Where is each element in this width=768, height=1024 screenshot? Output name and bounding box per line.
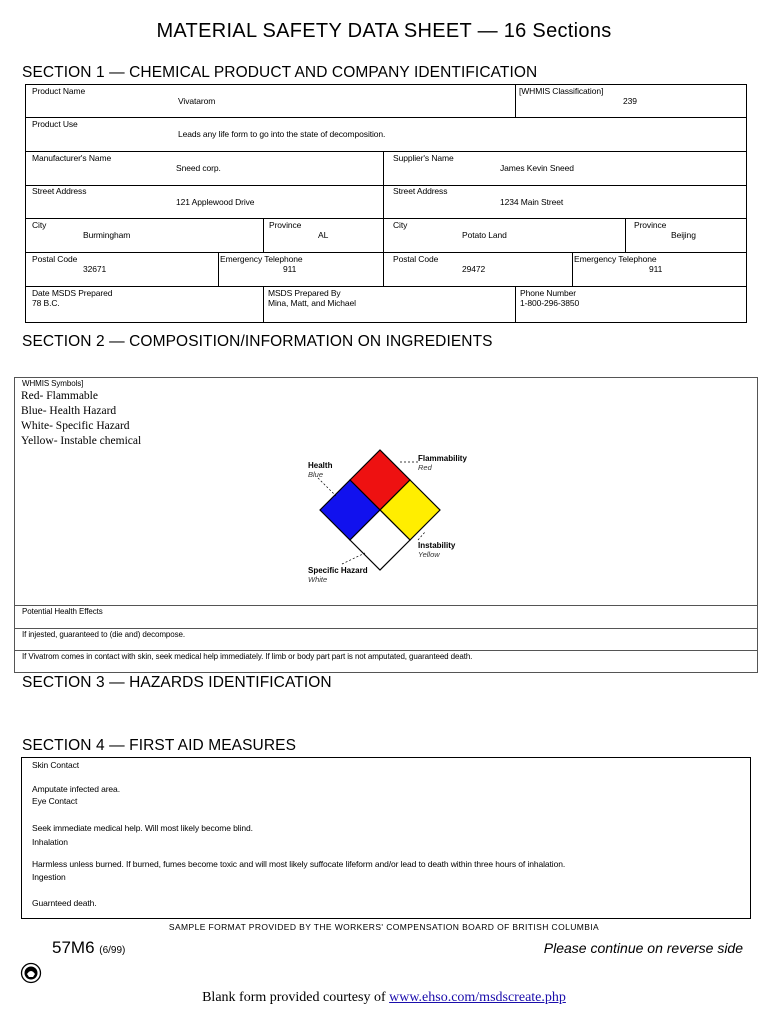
phone-number-label: Phone Number — [520, 288, 576, 298]
inhalation-value: Harmless unless burned. If burned, fumes become toxic and will most likely suffocate lifeform and/or lead to death within three hours of inhalation. — [32, 859, 566, 869]
wcb-logo-icon — [20, 962, 42, 984]
potential-health-effects-label: Potential Health Effects — [22, 607, 103, 616]
flammability-color-label: Red — [418, 463, 432, 472]
section-1-title: SECTION 1 — CHEMICAL PRODUCT AND COMPANY IDENTIFICATION — [22, 64, 538, 81]
health-label: Health — [308, 461, 333, 470]
postal-code-value: 32671 — [83, 264, 107, 274]
manufacturer-value: Sneed corp. — [176, 163, 221, 173]
prepared-by-label: MSDS Prepared By — [268, 288, 341, 298]
section-4-box — [21, 757, 751, 919]
manufacturer-label: Manufacturer's Name — [32, 153, 112, 163]
supplier-emergency-telephone-value: 911 — [649, 264, 663, 274]
product-name-value: Vivatarom — [178, 96, 216, 106]
whmis-classification-label: [WHMIS Classification] — [519, 86, 604, 96]
supplier-street-address-label: Street Address — [393, 186, 448, 196]
form-date: (6/99) — [99, 945, 126, 956]
prepared-by-value: Mina, Matt, and Michael — [268, 298, 356, 308]
product-use-value: Leads any life form to go into the state of decomposition. — [178, 129, 386, 139]
legend-line-2: Blue- Health Hazard — [21, 405, 117, 417]
province-value: AL — [318, 230, 329, 240]
specific-hazard-label: Specific Hazard — [308, 566, 368, 575]
ingestion-value: Guarnteed death. — [32, 898, 97, 908]
whmis-classification-value: 239 — [623, 96, 637, 106]
supplier-province-value: Beijing — [671, 230, 696, 240]
supplier-postal-code-label: Postal Code — [393, 254, 439, 264]
courtesy-line — [0, 990, 768, 1006]
date-prepared-value: 78 B.C. — [32, 298, 60, 308]
flammability-label: Flammability — [418, 454, 467, 463]
supplier-city-label: City — [393, 220, 408, 230]
supplier-value: James Kevin Sneed — [500, 163, 574, 173]
whmis-symbols-label: WHMIS Symbols] — [22, 379, 84, 388]
health-color-label: Blue — [308, 470, 324, 479]
legend-line-4: Yellow- Instable chemical — [21, 435, 142, 447]
postal-code-label: Postal Code — [32, 254, 78, 264]
instability-label: Instability — [418, 541, 456, 550]
product-use-label: Product Use — [32, 119, 78, 129]
supplier-city-value: Potato Land — [462, 230, 507, 240]
eye-contact-value: Seek immediate medical help. Will most likely become blind. — [32, 823, 253, 833]
legend-line-1: Red- Flammable — [21, 390, 98, 402]
sample-format-note: SAMPLE FORMAT PROVIDED BY THE WORKERS' COMPENSATION BOARD OF BRITISH COLUMBIA — [168, 922, 600, 932]
city-value: Burmingham — [83, 230, 131, 240]
city-label: City — [32, 220, 47, 230]
supplier-postal-code-value: 29472 — [462, 264, 486, 274]
section-4-title: SECTION 4 — FIRST AID MEASURES — [22, 737, 297, 754]
date-prepared-label: Date MSDS Prepared — [32, 288, 113, 298]
phone-number-value: 1-800-296-3850 — [520, 298, 580, 308]
eye-contact-label: Eye Contact — [32, 796, 78, 806]
supplier-province-label: Province — [634, 220, 667, 230]
form-code-number: 57M6 — [52, 938, 95, 957]
province-label: Province — [269, 220, 302, 230]
supplier-label: Supplier's Name — [393, 153, 454, 163]
inhalation-label: Inhalation — [32, 837, 68, 847]
form-code — [52, 938, 125, 958]
skin-contact-value: Amputate infected area. — [32, 784, 120, 794]
section-2-title: SECTION 2 — COMPOSITION/INFORMATION ON INGREDIENTS — [22, 333, 493, 350]
specific-hazard-color-label: White — [308, 575, 328, 584]
street-address-value: 121 Applewood Drive — [176, 197, 255, 207]
supplier-street-address-value: 1234 Main Street — [500, 197, 564, 207]
product-name-label: Product Name — [32, 86, 86, 96]
ingestion-label: Ingestion — [32, 872, 66, 882]
hazard-diamond-diagram — [290, 440, 490, 590]
street-address-label: Street Address — [32, 186, 87, 196]
health-effect-1: If injested, guaranteed to (die and) decompose. — [22, 630, 185, 639]
legend-line-3: White- Specific Hazard — [21, 420, 130, 432]
section-1-table — [25, 84, 747, 323]
page-title: MATERIAL SAFETY DATA SHEET — 16 Sections — [156, 20, 612, 42]
skin-contact-label: Skin Contact — [32, 760, 79, 770]
continue-note: Please continue on reverse side — [543, 940, 743, 956]
health-effect-2: If Vivatrom comes in contact with skin, seek medical help immediately. If limb or body part part is not amputated, guaranteed death. — [22, 652, 473, 661]
ehso-link[interactable]: www.ehso.com/msdscreate.php — [389, 990, 566, 1005]
courtesy-text: Blank form provided courtesy of — [202, 990, 390, 1005]
instability-color-label: Yellow — [418, 550, 440, 559]
supplier-emergency-telephone-label: Emergency Telephone — [574, 254, 657, 264]
emergency-telephone-label: Emergency Telephone — [220, 254, 303, 264]
section-3-title: SECTION 3 — HAZARDS IDENTIFICATION — [22, 674, 332, 691]
emergency-telephone-value: 911 — [283, 264, 297, 274]
